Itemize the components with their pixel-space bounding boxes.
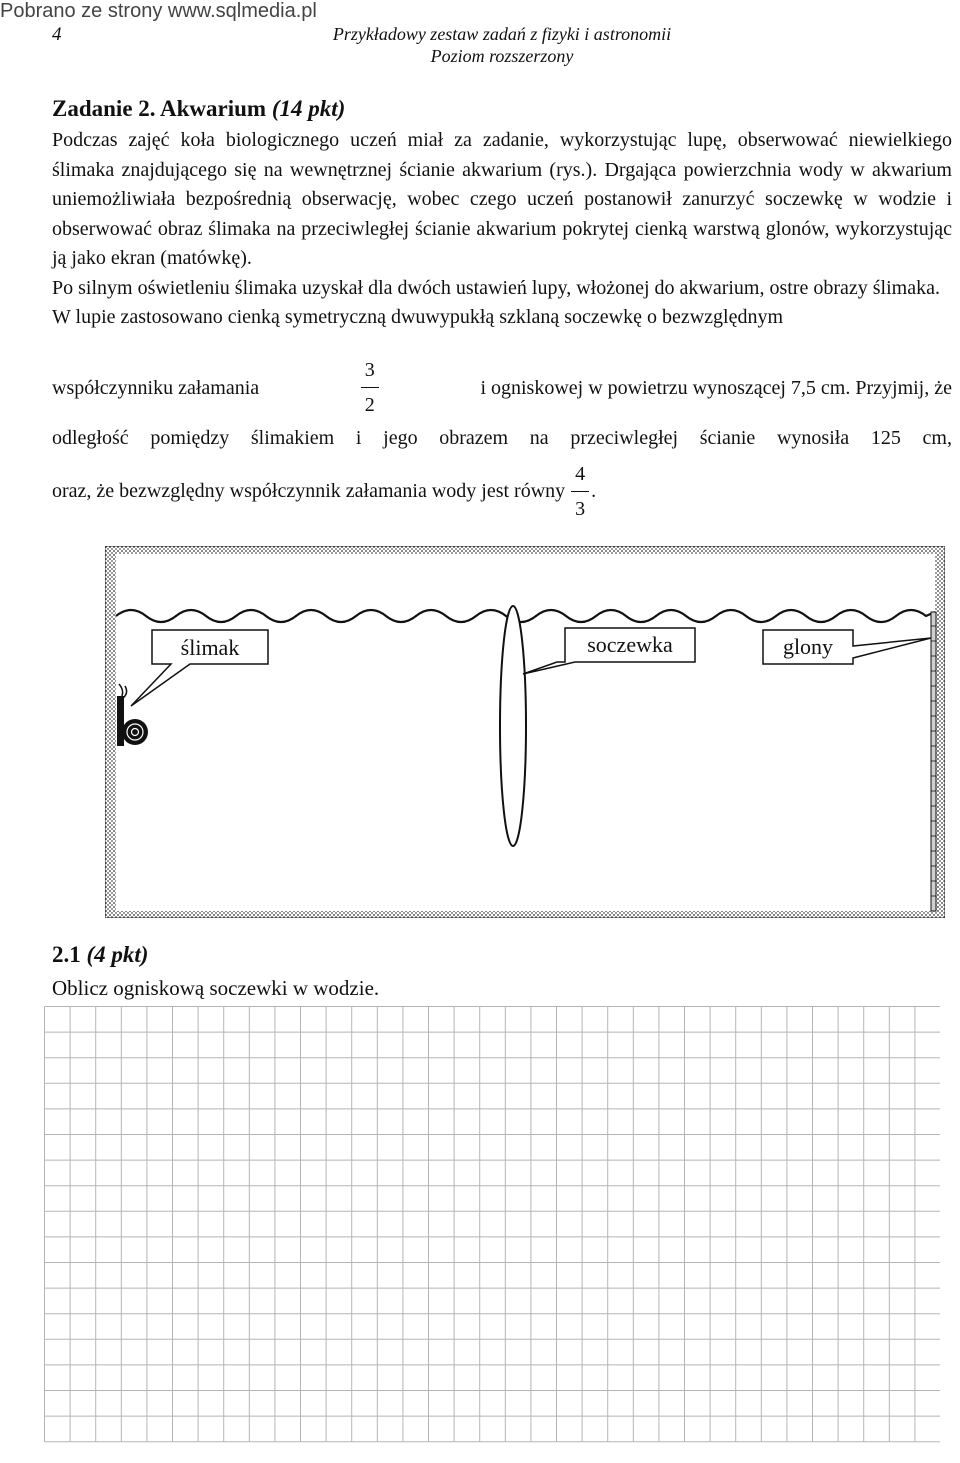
task-title bbox=[52, 96, 345, 122]
page-number: 4 bbox=[52, 24, 62, 45]
glass-index-text-after: i ogniskowej w powietrzu wynoszącej 7,5 cm. Przyjmij, że bbox=[480, 376, 952, 399]
distance-line bbox=[52, 426, 952, 450]
fraction-bar bbox=[361, 387, 379, 388]
subtask-instruction: Oblicz ogniskową soczewki w wodzie. bbox=[52, 976, 380, 1000]
fraction-denominator: 3 bbox=[575, 498, 586, 520]
task-points: (14 pkt) bbox=[271, 96, 346, 121]
subtask-title bbox=[52, 942, 148, 968]
callout-snail-label: ślimak bbox=[180, 635, 240, 660]
glass-index-text-before: współczynniku załamania bbox=[52, 376, 260, 399]
task-paragraph-1: Podczas zajęć koła biologicznego uczeń miał za zadanie, wykorzystując lupę, obserwować niewielkiego ślimaka znajdującego się na wewnętrznej ścianie akwarium (rys.). Drgająca powierzchnia wody w akwarium uniemożliwiała bezpośrednią obserwację, wobec czego uczeń postanowił zanurzyć soczewkę w wodzie i obserwować obraz ślimaka na przeciwległej ścianie akwarium pokrytej cienką warstwą glonów, wykorzystując ją jako ekran (matówkę). bbox=[52, 129, 952, 269]
water-index-line bbox=[52, 462, 596, 521]
aquarium-figure bbox=[105, 546, 945, 918]
task-description bbox=[52, 126, 952, 333]
task-paragraph-2: Po silnym oświetleniu ślimaka uzyskał dla dwóch ustawień lupy, włożonej do akwarium, ostre obrazy ślimaka. bbox=[52, 276, 940, 299]
task-paragraph-3: W lupie zastosowano cienką symetryczną dwuwypukłą szklaną soczewkę o bezwzględnym bbox=[52, 306, 784, 328]
callout-algae-label: glony bbox=[782, 634, 834, 659]
fraction-bar bbox=[571, 491, 589, 492]
header-level: Poziom rozszerzony bbox=[430, 46, 574, 66]
answer-grid[interactable] bbox=[44, 1006, 940, 1458]
callout-lens-label: soczewka bbox=[587, 632, 673, 657]
subtask-points: (4 pkt) bbox=[86, 942, 149, 967]
distance-text: odległość pomiędzy ślimakiem i jego obrazem na przeciwległej ścianie wynosiła 125 cm, bbox=[52, 427, 952, 449]
header-title: Przykładowy zestaw zadań z fizyki i astronomii bbox=[332, 24, 672, 44]
water-index-fraction bbox=[571, 462, 589, 521]
fraction-numerator: 3 bbox=[364, 359, 375, 381]
fraction-numerator: 4 bbox=[575, 463, 586, 485]
glass-index-fraction bbox=[361, 358, 379, 417]
water-index-text-before: oraz, że bezwzględny współczynnik załamania wody jest równy bbox=[52, 480, 566, 502]
watermark: Pobrano ze strony www.sqlmedia.pl bbox=[0, 0, 317, 22]
lens bbox=[500, 606, 526, 846]
task-title-text: Zadanie 2. Akwarium bbox=[52, 96, 267, 121]
glass-index-line bbox=[52, 358, 952, 417]
fraction-denominator: 2 bbox=[364, 394, 375, 416]
water-index-text-after: . bbox=[591, 480, 597, 502]
subtask-number: 2.1 bbox=[52, 942, 81, 967]
